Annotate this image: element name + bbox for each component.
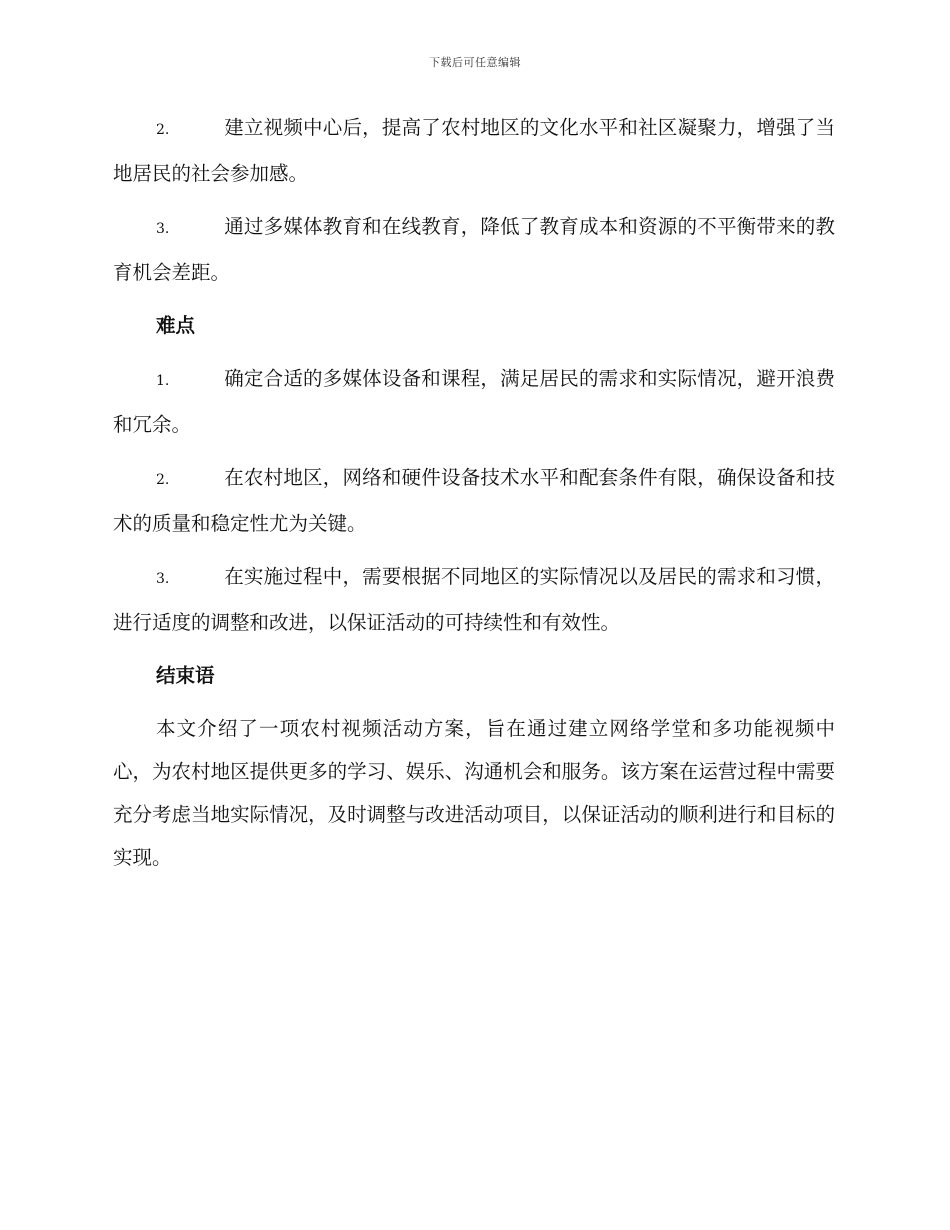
item-number: 2. (156, 472, 170, 488)
item-text: 确定合适的多媒体设备和课程，满足居民的需求和实际情况，避开浪费和冗余。 (113, 367, 835, 436)
item-number: 3. (156, 221, 170, 237)
item-text: 在农村地区，网络和硬件设备技术水平和配套条件有限，确保设备和技术的质量和稳定性尤为关键。 (113, 466, 835, 535)
difficulty-item-3 (113, 555, 835, 644)
item-number: 3. (156, 571, 170, 587)
item-number: 1. (156, 373, 170, 389)
difficulty-item-2 (113, 456, 835, 545)
conclusion-heading: 结束语 (156, 664, 215, 687)
item-number: 2. (156, 122, 170, 138)
item-text: 建立视频中心后，提高了农村地区的文化水平和社区凝聚力，增强了当地居民的社会参加感。 (113, 116, 835, 185)
item-text: 通过多媒体教育和在线教育，降低了教育成本和资源的不平衡带来的教育机会差距。 (113, 215, 835, 284)
difficulties-heading: 难点 (156, 314, 196, 337)
document-body (113, 106, 835, 879)
conclusion-paragraph: 本文介绍了一项农村视频活动方案，旨在通过建立网络学堂和多功能视频中心，为农村地区提供更多的学习、娱乐、沟通机会和服务。该方案在运营过程中需要充分考虑当地实际情况，及时调整与改进活动项目，以保证活动的顺利进行和目标的实现。 (113, 717, 835, 869)
advantage-item-2 (113, 106, 835, 195)
difficulty-item-1 (113, 357, 835, 446)
page-header: 下载后可任意编辑 (429, 56, 521, 69)
advantage-item-3 (113, 205, 835, 294)
item-text: 在实施过程中，需要根据不同地区的实际情况以及居民的需求和习惯，进行适度的调整和改进，以保证活动的可持续性和有效性。 (113, 565, 835, 634)
